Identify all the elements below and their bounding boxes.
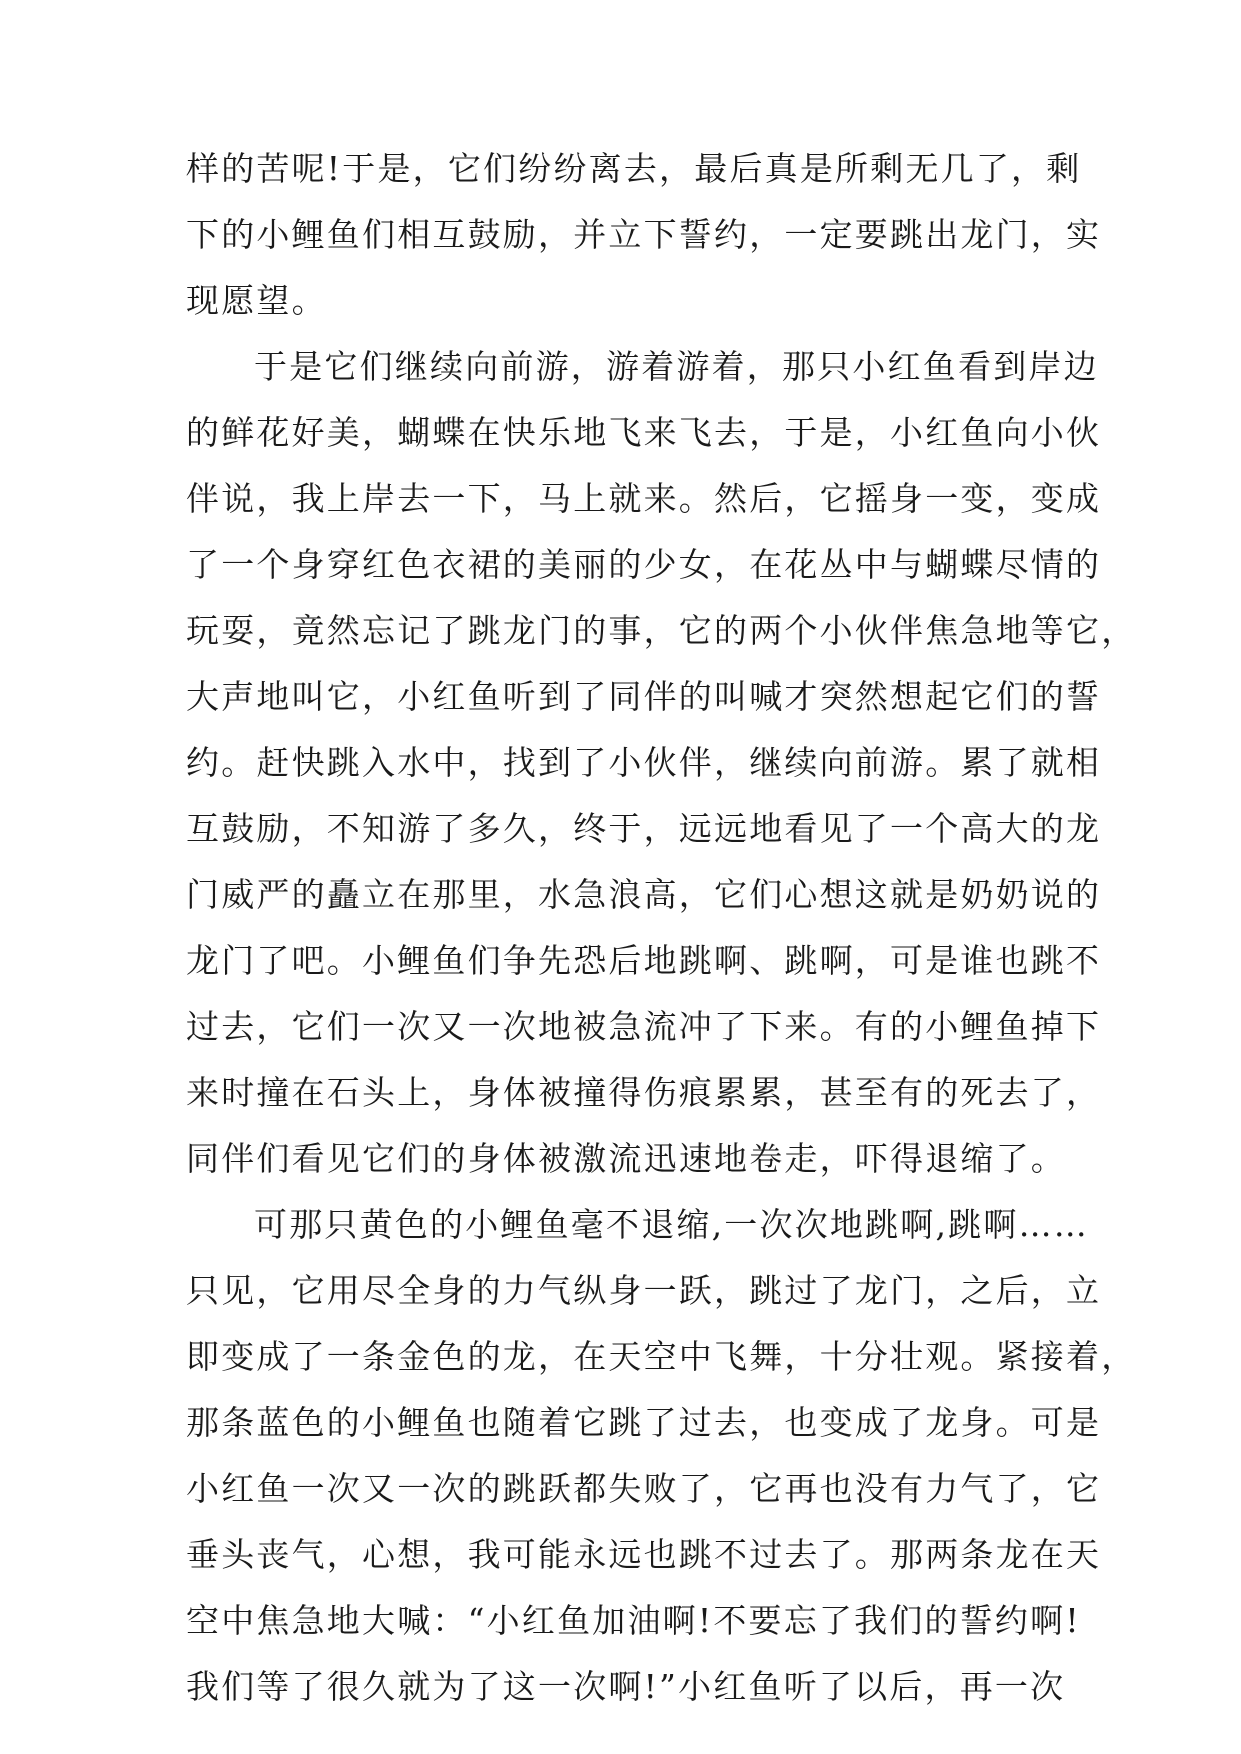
paragraph — [186, 136, 1102, 334]
text-line: 于是它们继续向前游，游着游着，那只小红鱼看到岸边 — [254, 347, 1099, 386]
text-line: 的鲜花好美，蝴蝶在快乐地飞来飞去，于是，小红鱼向小伙 — [186, 413, 1102, 452]
paragraph — [186, 1192, 1137, 1720]
text-line: 可那只黄色的小鲤鱼毫不退缩,一次次地跳啊,跳啊…… — [254, 1205, 1089, 1244]
text-line: 空中焦急地大喊：“小红鱼加油啊!不要忘了我们的誓约啊! — [186, 1601, 1081, 1640]
paragraph — [186, 334, 1137, 1192]
text-line: 垂头丧气，心想，我可能永远也跳不过去了。那两条龙在天 — [186, 1535, 1102, 1574]
text-line: 门威严的矗立在那里，水急浪高，它们心想这就是奶奶说的 — [186, 875, 1102, 914]
text-line: 大声地叫它，小红鱼听到了同伴的叫喊才突然想起它们的誓 — [186, 677, 1102, 716]
text-line: 互鼓励，不知游了多久，终于，远远地看见了一个高大的龙 — [186, 809, 1102, 848]
text-line: 那条蓝色的小鲤鱼也随着它跳了过去，也变成了龙身。可是 — [186, 1403, 1102, 1442]
text-line: 过去，它们一次又一次地被急流冲了下来。有的小鲤鱼掉下 — [186, 1007, 1102, 1046]
text-line: 下的小鲤鱼们相互鼓励，并立下誓约，一定要跳出龙门，实 — [186, 215, 1102, 254]
text-line: 小红鱼一次又一次的跳跃都失败了，它再也没有力气了，它 — [186, 1469, 1102, 1508]
text-line: 现愿望。 — [186, 281, 327, 320]
text-line: 龙门了吧。小鲤鱼们争先恐后地跳啊、跳啊，可是谁也跳不 — [186, 941, 1102, 980]
text-line: 只见，它用尽全身的力气纵身一跃，跳过了龙门，之后，立 — [186, 1271, 1102, 1310]
text-line: 玩耍，竟然忘记了跳龙门的事，它的两个小伙伴焦急地等它， — [186, 611, 1137, 650]
text-line: 即变成了一条金色的龙，在天空中飞舞，十分壮观。紧接着， — [186, 1337, 1137, 1376]
text-line: 我们等了很久就为了这一次啊!”小红鱼听了以后，再一次 — [186, 1667, 1066, 1706]
document-body — [186, 136, 1137, 1720]
text-line: 伴说，我上岸去一下，马上就来。然后，它摇身一变，变成 — [186, 479, 1102, 518]
text-line: 约。赶快跳入水中，找到了小伙伴，继续向前游。累了就相 — [186, 743, 1102, 782]
text-line: 了一个身穿红色衣裙的美丽的少女，在花丛中与蝴蝶尽情的 — [186, 545, 1102, 584]
text-line: 来时撞在石头上，身体被撞得伤痕累累，甚至有的死去了， — [186, 1073, 1102, 1112]
text-line: 样的苦呢!于是，它们纷纷离去，最后真是所剩无几了，剩 — [186, 149, 1082, 188]
text-line: 同伴们看见它们的身体被激流迅速地卷走，吓得退缩了。 — [186, 1139, 1066, 1178]
